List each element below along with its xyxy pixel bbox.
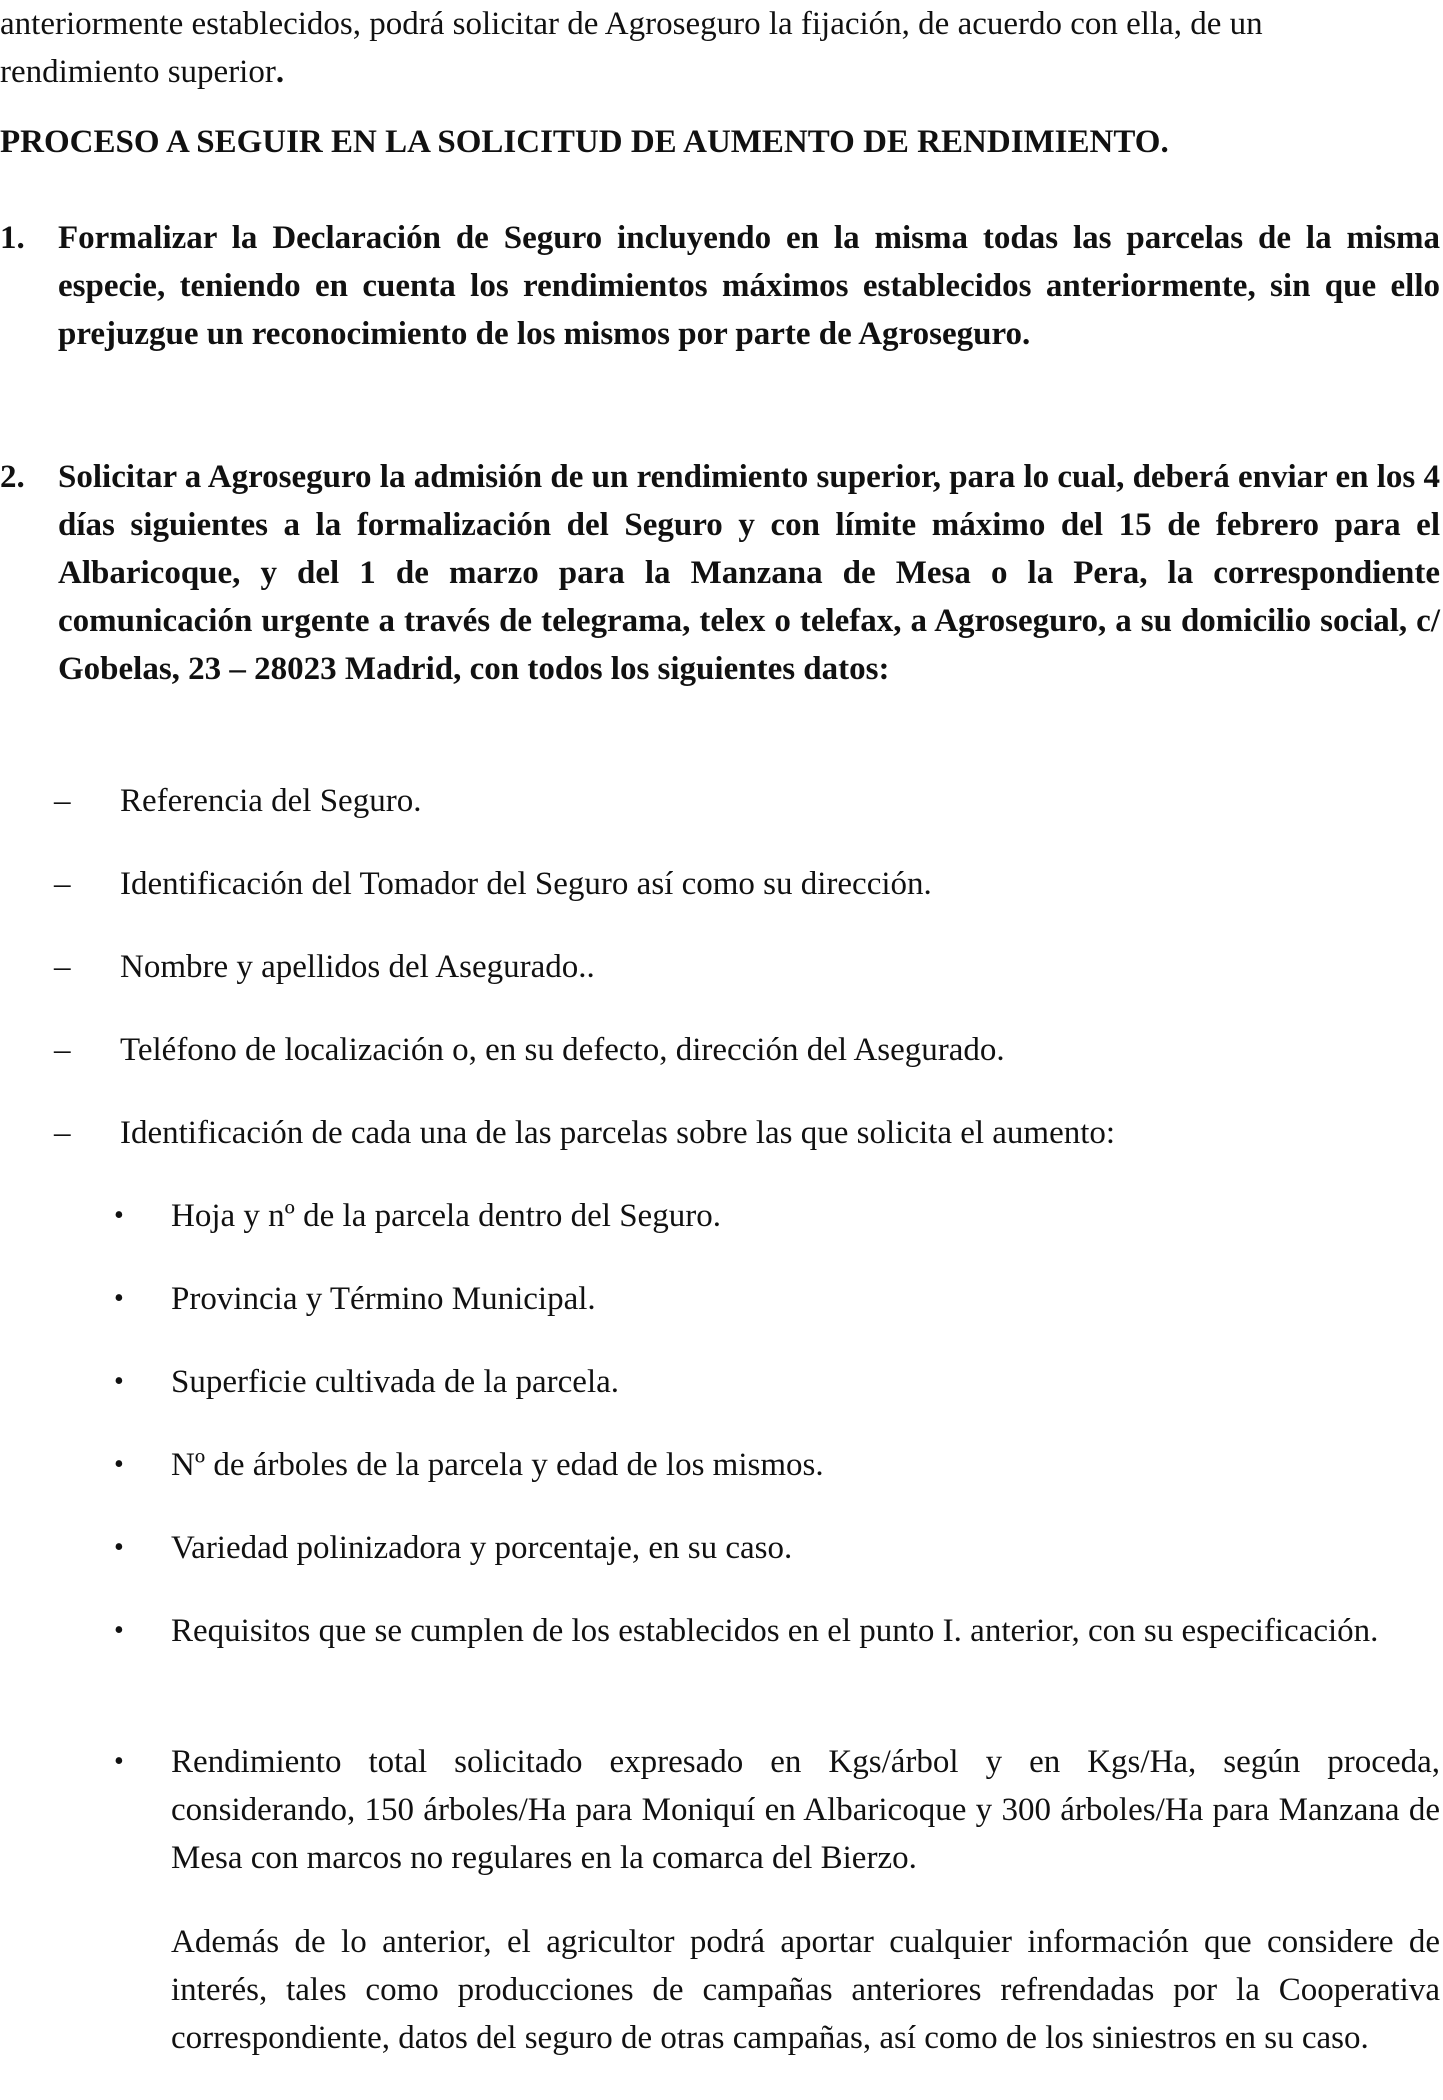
parcel-list-text: Requisitos que se cumplen de los establecidos en el punto I. anterior, con su especificación. xyxy=(171,1613,1379,1649)
bullet-marker: • xyxy=(114,1449,124,1480)
bullet-marker: • xyxy=(114,1615,124,1646)
intro-paragraph xyxy=(0,0,1440,96)
data-list-text: Identificación de cada una de las parcelas sobre las que solicita el aumento: xyxy=(120,1115,1116,1151)
parcel-list-text: Rendimiento total solicitado expresado en Kgs/árbol y en Kgs/Ha, según proceda, considerando, 150 árboles/Ha para Moniquí en Albaricoque y 300 árboles/Ha para Manzana de Mesa con marcos no regulares en la comarca del Bierzo. xyxy=(171,1744,1440,1876)
closing-paragraph: Además de lo anterior, el agricultor podrá aportar cualquier información que considere de interés, tales como producciones de campañas anteriores refrendadas por la Cooperativa correspondiente, datos del seguro de otras campañas, así como de los siniestros en su caso. xyxy=(171,1924,1440,2056)
intro-line-2-period: . xyxy=(275,54,285,90)
step-number: 1. xyxy=(0,220,25,256)
bullet-marker: • xyxy=(114,1283,124,1314)
dash-marker: – xyxy=(54,783,71,819)
parcel-list-text: Provincia y Término Municipal. xyxy=(171,1281,596,1317)
bullet-marker: • xyxy=(114,1366,124,1397)
dash-marker: – xyxy=(54,1115,71,1151)
data-list-text: Teléfono de localización o, en su defecto, dirección del Asegurado. xyxy=(120,1032,1005,1068)
bullet-marker: • xyxy=(114,1746,124,1777)
bullet-marker: • xyxy=(114,1532,124,1563)
parcel-list-text: Variedad polinizadora y porcentaje, en su caso. xyxy=(171,1530,793,1566)
dash-marker: – xyxy=(54,1032,71,1068)
step-number: 2. xyxy=(0,459,25,495)
intro-line-2-text: rendimiento superior xyxy=(0,54,276,90)
dash-marker: – xyxy=(54,949,71,985)
section-heading: PROCESO A SEGUIR EN LA SOLICITUD DE AUMENTO DE RENDIMIENTO. xyxy=(0,124,1169,160)
dash-marker: – xyxy=(54,866,71,902)
parcel-list-text: Superficie cultivada de la parcela. xyxy=(171,1364,620,1400)
bullet-marker: • xyxy=(114,1200,124,1231)
data-list-text: Referencia del Seguro. xyxy=(120,783,422,819)
parcel-list-text: Hoja y nº de la parcela dentro del Seguro. xyxy=(171,1198,721,1234)
data-list-text: Identificación del Tomador del Seguro así como su dirección. xyxy=(120,866,932,902)
data-list-text: Nombre y apellidos del Asegurado.. xyxy=(120,949,595,985)
step-text: Solicitar a Agroseguro la admisión de un rendimiento superior, para lo cual, deberá enviar en los 4 días siguientes a la formalización del Seguro y con límite máximo del 15 de febrero para el Albaricoque, y del 1 de marzo para la Manzana de Mesa o la Pera, la correspondiente comunicación urgente a través de telegrama, telex o telefax, a Agroseguro, a su domicilio social, c/ Gobelas, 23 – 28023 Madrid, con todos los siguientes datos: xyxy=(58,459,1440,687)
step-text: Formalizar la Declaración de Seguro incluyendo en la misma todas las parcelas de la misma especie, teniendo en cuenta los rendimientos máximos establecidos anteriormente, sin que ello prejuzgue un reconocimiento de los mismos por parte de Agroseguro. xyxy=(58,220,1440,352)
parcel-list-text: Nº de árboles de la parcela y edad de los mismos. xyxy=(171,1447,824,1483)
intro-line-2 xyxy=(0,48,1440,96)
intro-line-1: anteriormente establecidos, podrá solicitar de Agroseguro la fijación, de acuerdo con ella, de un xyxy=(0,6,1263,42)
